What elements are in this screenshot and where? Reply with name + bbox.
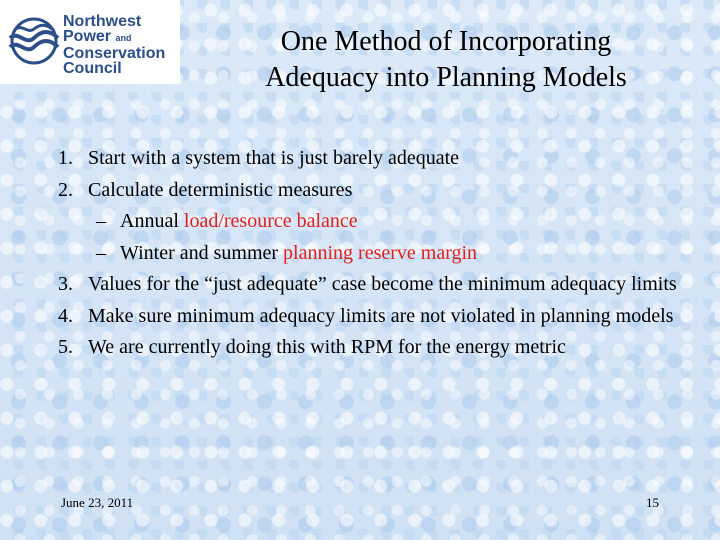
- logo-line-2: Power and: [63, 28, 132, 45]
- bullet-list: [58, 143, 678, 364]
- logo-line-3: Conservation: [63, 45, 166, 62]
- sub-dash: –: [96, 210, 106, 232]
- sub-dash: –: [96, 241, 106, 264]
- list-text: Calculate deterministic measures: [88, 178, 353, 201]
- list-number: 3.: [58, 273, 73, 295]
- footer-date: June 23, 2011: [61, 495, 134, 510]
- list-text: Values for the “just adequate” case become the minimum adequacy limits: [88, 273, 677, 295]
- logo-line-1: Northwest: [63, 13, 142, 30]
- sub-item-1: [58, 206, 678, 238]
- list-item-2: [58, 175, 678, 207]
- list-text: Make sure minimum adequacy limits are not violated in planning models: [88, 304, 674, 327]
- logo: [0, 0, 180, 84]
- list-number: 2.: [58, 178, 73, 201]
- logo-line-4: Council: [63, 60, 122, 77]
- slide-title: [200, 24, 692, 96]
- list-number: 4.: [58, 304, 73, 327]
- logo-text: [63, 14, 165, 76]
- slide-title-line-2: Adequacy into Planning Models: [265, 62, 627, 93]
- sub-highlight: planning reserve margin: [283, 241, 478, 264]
- list-text: Start with a system that is just barely adequate: [88, 147, 460, 169]
- list-item-3: [58, 269, 678, 301]
- list-item-4: [58, 301, 678, 333]
- slide-title-line-1: One Method of Incorporating: [280, 26, 612, 57]
- page-number: 15: [646, 495, 659, 510]
- sub-text: Winter and summer: [120, 241, 284, 264]
- sub-highlight: load/resource balance: [183, 210, 358, 232]
- list-item-1: [58, 143, 678, 175]
- river-waves-logo-icon: [6, 16, 62, 66]
- list-number: 1.: [58, 147, 73, 169]
- list-text: We are currently doing this with RPM for the energy metric: [88, 336, 566, 358]
- sub-item-2: [58, 238, 678, 270]
- list-item-5: [58, 332, 678, 364]
- sub-text: Annual: [120, 210, 184, 232]
- list-number: 5.: [58, 336, 73, 358]
